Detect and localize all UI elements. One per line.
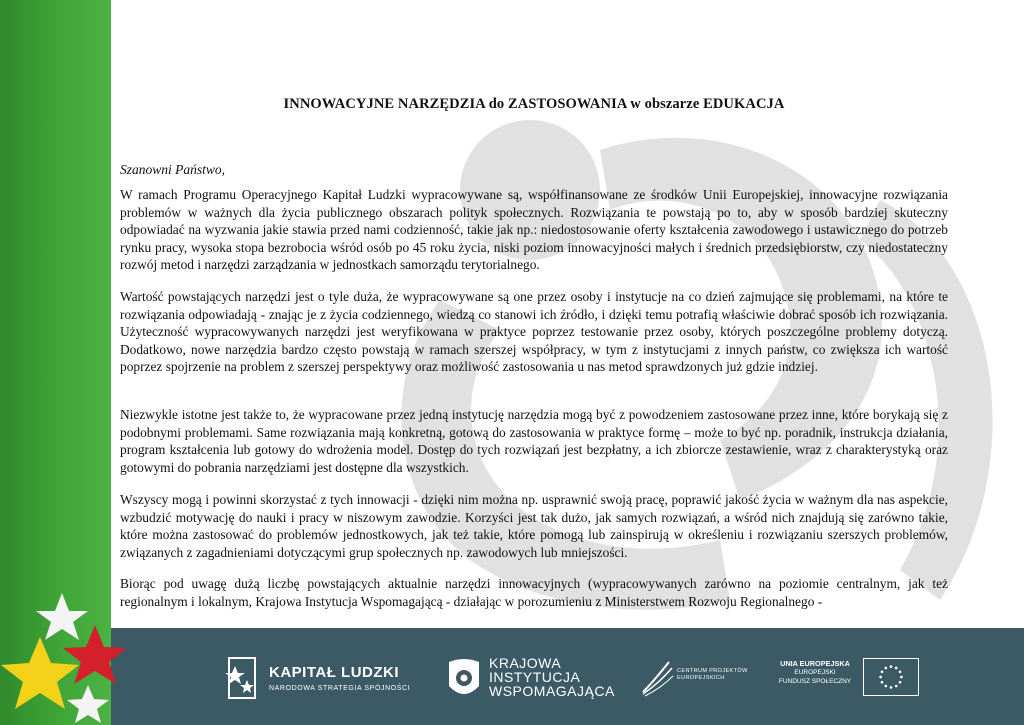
logo-centrum-projektow-europejskich (639, 658, 749, 698)
paragraph-5: Biorąc pod uwagę dużą liczbę powstających aktualnie narzędzi innowacyjnych (wypracowywanych zarówno na poziomie centralnym, jak też regionalnym i lokalnym, Krajowa Instytucja Wspomagającą - działając w porozumieniu z Ministerstwem Rozwoju Regionalnego - (120, 576, 948, 609)
eu-flag-star (881, 681, 884, 684)
eu-flag-star (890, 686, 893, 689)
white-star-small-icon (67, 685, 109, 723)
white-star-icon (36, 593, 88, 640)
eu-flag-star (881, 670, 884, 673)
eu-flag-star (879, 676, 882, 679)
eu-flag-star (890, 665, 893, 668)
footer-logo-bar (111, 628, 1024, 725)
eu-flag-star (900, 676, 903, 679)
paragraph-4: Wszyscy mogą i powinni skorzystać z tych innowacji - dzięki nim można np. usprawnić swoją pracę, poprawić jakość życia w ważnym dla nas aspekcie, wzbudzić motywację do nauki i pracy w niszowym zawodzie. Korzyści jest tak dużo, jak samych rozwiązań, a wśród nich znajdują się zarówno takie, które można zastosować do problemów jednostkowych, jak też takie, które pomogą lub zainspirują w określeniu i rozwiązaniu szerszych problemów, związanych z zagadnieniami dotyczącymi grup społecznych np. zawodowych lub mniejszości. (120, 492, 948, 560)
cpe-line-1: CENTRUM PROJEKTÓW (677, 668, 748, 674)
logo-kapital-ludzki (221, 652, 411, 708)
eu-flag-icon (863, 658, 919, 696)
greeting: Szanowni Państwo, (120, 162, 226, 177)
eu-flag-star (899, 670, 902, 673)
eu-flag-star (895, 667, 898, 670)
kapital-ludzki-subtitle: NARODOWA STRATEGIA SPÓJNOŚCI (269, 685, 411, 692)
ue-line-3: FUNDUSZ SPOŁECZNY (778, 678, 852, 685)
eu-flag-star (884, 685, 887, 688)
logo-krajowa-instytucja-wspomagajaca (443, 654, 615, 704)
kapital-ludzki-emblem-icon (221, 652, 261, 704)
cpe-line-2: EUROPEJSKICH (677, 675, 725, 681)
cpe-swoosh-icon (639, 658, 675, 698)
ue-line-2: EUROPEJSKI (794, 669, 836, 676)
kapital-ludzki-name: KAPITAŁ LUDZKI (269, 664, 400, 681)
kiw-line-2: INSTYTUCJA (489, 669, 581, 685)
eu-flag-star (899, 681, 902, 684)
document-title: INNOWACYJNE NARZĘDZIA do ZASTOSOWANIA w obszarze EDUKACJA (283, 96, 785, 112)
kiw-line-3: WSPOMAGAJĄCA (489, 683, 615, 699)
yellow-star-icon (1, 637, 79, 709)
eu-flag-star (895, 685, 898, 688)
kiw-line-1: KRAJOWA (489, 655, 562, 671)
paragraph-2: Wartość powstających narzędzi jest o tyle duża, że wypracowywane są one przez osoby i instytucje na co dzień zajmujące się problemami, na które te rozwiązania odpowiadają - znając je z życia codziennego, wiedzą co stanowi ich źródło, i dzięki temu potrafią właściwie dobrać sposób ich rozwiązania. Użyteczność wypracowywanych narzędzi jest weryfikowana w praktyce poprzez testowanie przez osoby, których poszczególne problemy dotyczą. Dodatkowo, nowe narzędzia bardzo często powstają w ramach szerszej współpracy, w tym z instytucjami z innych państw, co zwiększa ich wartość poprzez spojrzenie na problem z szerszej perspektywy oraz możliwość zastosowania u nas metod sprawdzonych już gdzie indziej. (120, 289, 948, 374)
kiw-emblem-icon (443, 656, 485, 702)
paragraph-3: Niezwykle istotne jest także to, że wypracowane przez jedną instytucję narzędzia mogą być z powodzeniem zastosowane przez inne, które borykają się z podobnymi problemami. Same rozwiązania mają konkretną, gotową do zastosowania w praktyce formę – może to być np. poradnik, instrukcja działania, program kształcenia lub gotowy do wdrożenia model. Dostęp do tych rozwiązań jest bezpłatny, a ich zbiorcze zestawienie, wraz z charakterystyką oraz gotowymi do pobrania narzędziami jest dostępne dla wszystkich. (120, 407, 948, 475)
ue-line-1: UNIA EUROPEJSKA (780, 659, 850, 668)
logo-unia-europejska (773, 656, 923, 700)
paragraph-1: W ramach Programu Operacyjnego Kapitał Ludzki wypracowywane są, współfinansowane ze środków Unii Europejskiej, innowacyjne rozwiązania problemów w ważnych dla życia publicznego obszarach polityk społecznych. Rozwiązania te powstają po to, aby w sposób bardziej skuteczny odpowiadać na wyzwania jakie stawia przed nami codzienność, takie jak np.: niedostosowanie oferty kształcenia zawodowego i ustawicznego do potrzeb rynku pracy, wysoka stopa bezrobocia wśród osób po 45 roku życia, niski poziom innowacyjności małych i średnich przedsiębiorstw, czy niedostateczny rozwój metod i narzędzi zarządzania w jednostkach samorządu terytorialnego. (120, 187, 948, 272)
decorative-stars (0, 585, 125, 725)
eu-flag-star (884, 667, 887, 670)
